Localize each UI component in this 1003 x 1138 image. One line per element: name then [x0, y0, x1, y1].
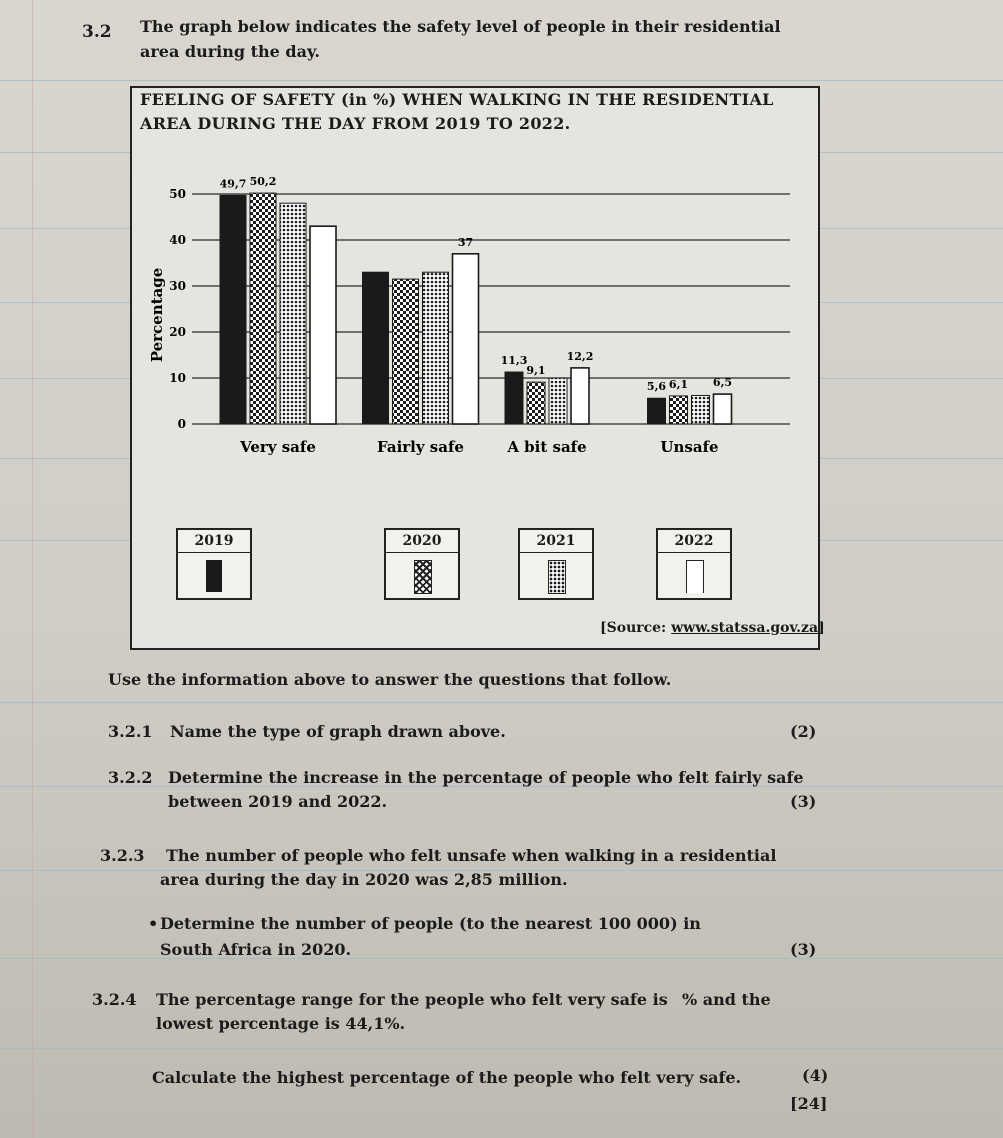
- q-3-2-2-line1: Determine the increase in the percentage of people who felt fairly safe: [168, 768, 804, 787]
- data-label-2020-2: 9,1: [526, 364, 546, 378]
- legend-label-2019: 2019: [178, 530, 250, 553]
- y-tick-label: 10: [169, 371, 186, 385]
- chart-source: [600, 620, 825, 636]
- question-number: 3.2: [82, 22, 112, 42]
- legend-swatch-2021: [548, 560, 566, 594]
- data-label-2019-3: 5,6: [646, 380, 667, 394]
- data-label-2020-3: 6,1: [668, 377, 689, 391]
- y-axis-label: Percentage: [148, 267, 166, 363]
- bar-2021-very-safe: [280, 203, 306, 424]
- data-label-2019-2: 11,3: [500, 354, 528, 368]
- bar-2019-very-safe: [220, 195, 246, 424]
- bar-2019-unsafe: [648, 398, 666, 424]
- bar-2022-a-bit-safe: [571, 368, 589, 424]
- q-3-2-1-marks: (2): [790, 722, 817, 741]
- question-intro: The graph below indicates the safety level of people in their residential area during the day.: [140, 17, 781, 61]
- bar-2019-fairly-safe: [363, 272, 389, 424]
- y-tick-label: 40: [169, 233, 186, 247]
- legend-swatch-2019: [206, 560, 222, 592]
- bar-2019-a-bit-safe: [505, 372, 523, 424]
- bar-2021-fairly-safe: [423, 272, 449, 424]
- q-3-2-3-marks: (3): [790, 940, 817, 959]
- category-label-a-bit-safe: A bit safe: [507, 438, 587, 456]
- q-3-2-4-line1a: The percentage range for the people who felt very safe is: [156, 990, 668, 1009]
- bar-2020-fairly-safe: [393, 279, 419, 424]
- data-label-2019-0: 49,7: [219, 177, 247, 191]
- source-prefix: [Source:: [600, 620, 672, 636]
- q-3-2-4-marks: (4): [802, 1066, 829, 1085]
- category-label-fairly-safe: Fairly safe: [377, 438, 464, 456]
- bar-chart: [130, 140, 816, 470]
- instruction: Use the information above to answer the questions that follow.: [108, 670, 672, 689]
- q-3-2-2-line2: between 2019 and 2022.: [168, 792, 388, 811]
- q-3-2-1-text: Name the type of graph drawn above.: [170, 722, 506, 741]
- data-label-2022-1: 37: [457, 235, 474, 249]
- legend-swatch-2020: [414, 560, 432, 594]
- chart-title: FEELING OF SAFETY (in %) WHEN WALKING IN THE RESIDENTIAL AREA DURING THE DAY FROM 2019 TO 2022.: [140, 90, 774, 133]
- legend-2022: [656, 528, 732, 600]
- bar-2020-a-bit-safe: [527, 382, 545, 424]
- q-3-2-4-number: 3.2.4: [92, 990, 137, 1009]
- q-3-2-3-number: 3.2.3: [100, 846, 145, 865]
- legend-swatch-2022: [686, 560, 704, 593]
- bar-2022-unsafe: [714, 394, 732, 424]
- y-tick-label: 30: [169, 279, 186, 293]
- q-3-2-3-bullet: •: [148, 914, 159, 933]
- bar-2021-unsafe: [692, 395, 710, 424]
- bar-2022-fairly-safe: [453, 254, 479, 424]
- data-label-2020-0: 50,2: [249, 175, 277, 189]
- category-label-very-safe: Very safe: [240, 438, 316, 456]
- data-label-2022-3: 6,5: [712, 376, 733, 390]
- source-link[interactable]: www.statssa.gov.za: [671, 620, 819, 636]
- q-3-2-1-number: 3.2.1: [108, 722, 153, 741]
- legend-label-2021: 2021: [520, 530, 592, 553]
- q-3-2-2-marks: (3): [790, 792, 817, 811]
- legend-2019: [176, 528, 252, 600]
- q-3-2-3-sub-line1: Determine the number of people (to the nearest 100 000) in: [160, 914, 701, 933]
- bar-2021-a-bit-safe: [549, 378, 567, 424]
- bar-2020-unsafe: [670, 396, 688, 424]
- q-3-2-4-instruction: Calculate the highest percentage of the people who felt very safe.: [152, 1068, 742, 1087]
- bar-2022-very-safe: [310, 226, 336, 424]
- source-suffix: ]: [818, 620, 825, 636]
- legend-2021: [518, 528, 594, 600]
- total-marks: [24]: [790, 1094, 828, 1113]
- q-3-2-3-sub-line2: South Africa in 2020.: [160, 940, 352, 959]
- q-3-2-3-line2: area during the day in 2020 was 2,85 million.: [160, 870, 568, 889]
- q-3-2-4-line1b: % and the: [682, 990, 771, 1009]
- legend-label-2022: 2022: [658, 530, 730, 553]
- legend-label-2020: 2020: [386, 530, 458, 553]
- q-3-2-2-number: 3.2.2: [108, 768, 153, 787]
- q-3-2-3-line1: The number of people who felt unsafe when walking in a residential: [166, 846, 777, 865]
- y-tick-label: 0: [177, 417, 186, 431]
- category-label-unsafe: Unsafe: [660, 438, 719, 456]
- y-tick-label: 50: [169, 187, 186, 201]
- data-label-2022-2: 12,2: [566, 349, 594, 363]
- q-3-2-4-line2: lowest percentage is 44,1%.: [156, 1014, 406, 1033]
- y-tick-label: 20: [169, 325, 186, 339]
- bar-2020-very-safe: [250, 193, 276, 424]
- legend-2020: [384, 528, 460, 600]
